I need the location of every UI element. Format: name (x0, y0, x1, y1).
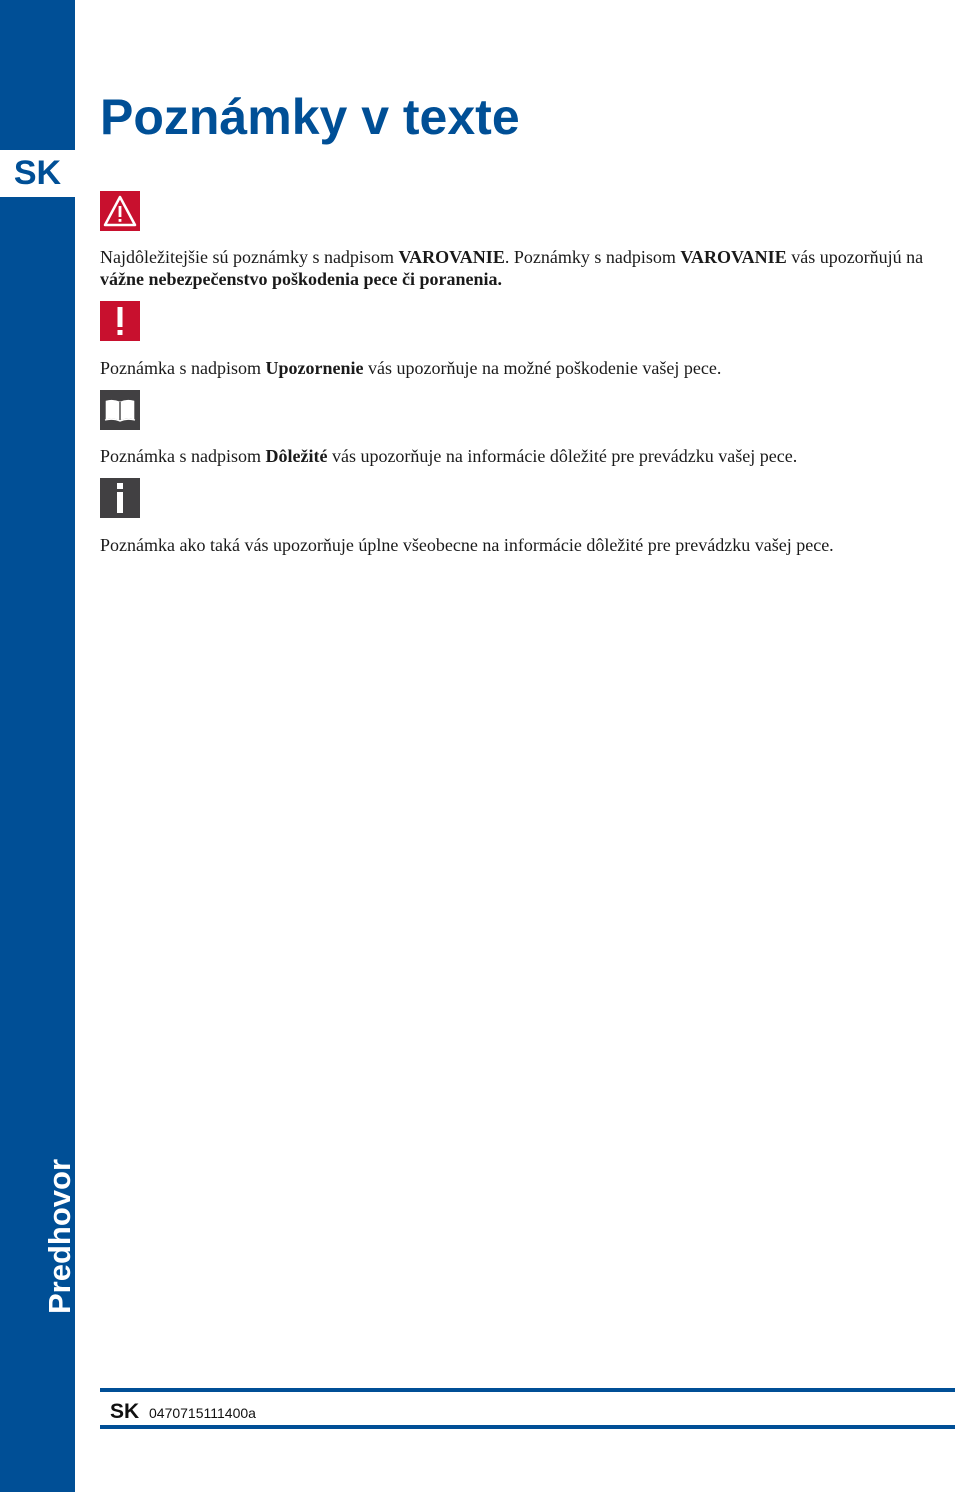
info-icon (100, 478, 140, 518)
caution-note-text (100, 357, 950, 379)
warning-note-keyword-2: VAROVANIE (680, 247, 787, 267)
footer-divider-top (100, 1388, 955, 1392)
language-code-tab (0, 150, 75, 197)
caution-note-part-1: Poznámka s nadpisom (100, 358, 266, 378)
footer-language-code: SK (110, 1400, 140, 1423)
page-title: Poznámky v texte (100, 89, 520, 145)
important-note-part-1: Poznámka s nadpisom (100, 446, 266, 466)
important-note-text (100, 445, 950, 467)
warning-triangle-icon (100, 191, 140, 231)
footer-divider-bottom (100, 1425, 955, 1429)
book-icon (100, 390, 140, 430)
info-note-text (100, 534, 950, 556)
exclamation-icon (100, 301, 140, 341)
caution-note-part-2: vás upozorňuje na možné poškodenie vašej pece. (363, 358, 722, 378)
important-note-keyword: Dôležité (265, 446, 328, 466)
warning-note-part-1: Najdôležitejšie sú poznámky s nadpisom (100, 247, 399, 267)
footer-document-code: 0470715111400a (149, 1405, 256, 1421)
warning-note-emphasis: vážne nebezpečenstvo poškodenia pece či poranenia. (100, 269, 502, 289)
warning-note-text (100, 246, 950, 290)
warning-note-part-3: vás upozorňujú na (786, 247, 924, 267)
info-note-part-1: Poznámka ako taká vás upozorňuje úplne všeobecne na informácie dôležité pre prevádzku vašej pece. (100, 535, 834, 555)
caution-note-keyword: Upozornenie (265, 358, 364, 378)
section-label: Predhovor (42, 1158, 77, 1314)
warning-note-part-2: . Poznámky s nadpisom (504, 247, 681, 267)
language-code: SK (13, 154, 62, 192)
important-note-part-2: vás upozorňuje na informácie dôležité pre prevádzku vašej pece. (327, 446, 798, 466)
warning-note-keyword-1: VAROVANIE (398, 247, 505, 267)
